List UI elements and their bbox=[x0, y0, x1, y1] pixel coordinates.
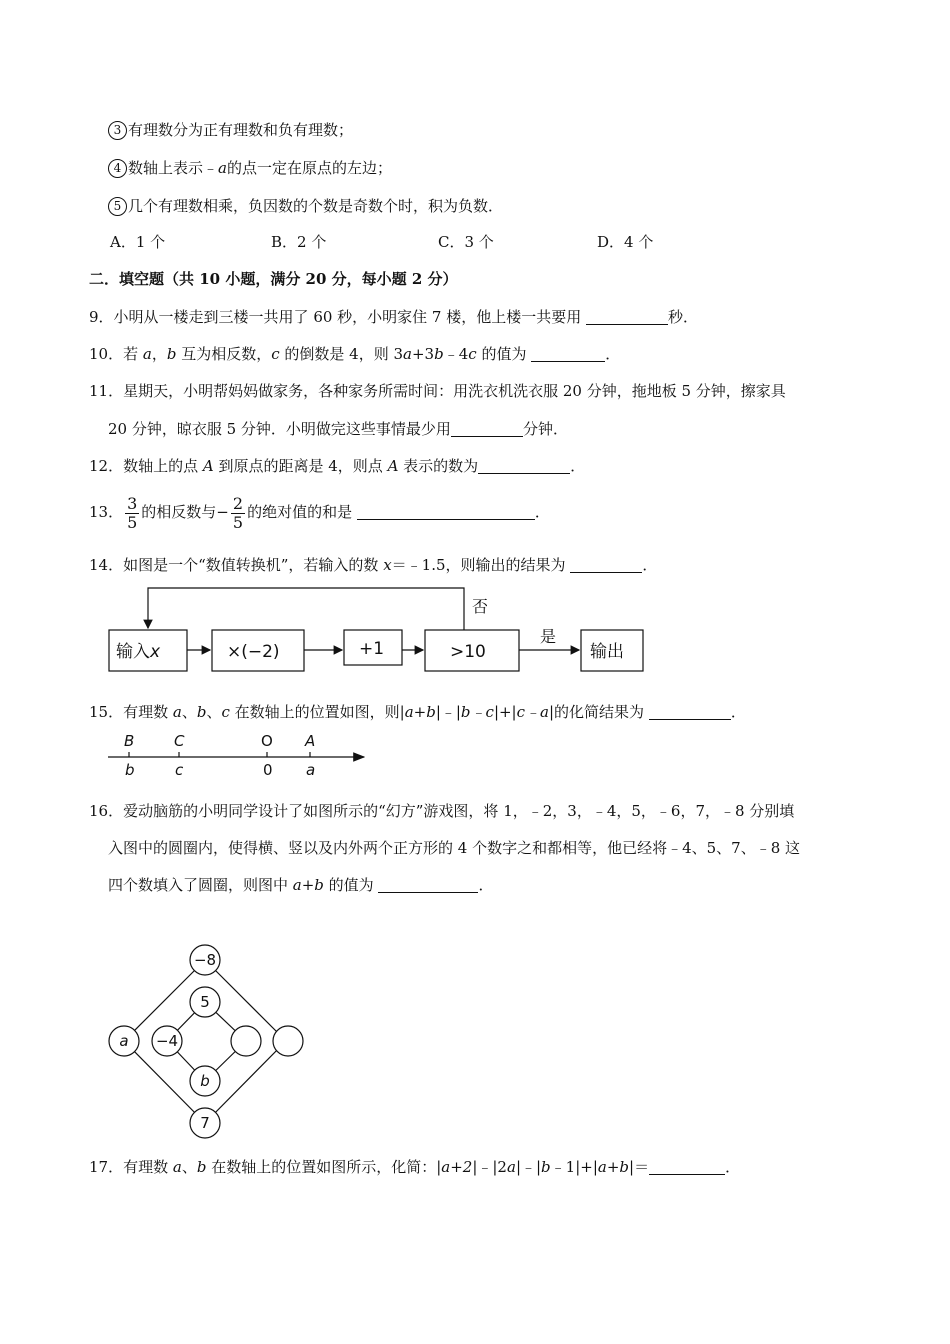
choice-a: A．1 个 bbox=[110, 233, 166, 251]
section-title: 二．填空题（共 10 小题，满分 20 分，每小题 2 分） bbox=[89, 270, 458, 288]
question-12: 12．数轴上的点 A 到原点的距离是 4，则点 A 表示的数为 ． bbox=[89, 457, 586, 475]
answer-blank[interactable] bbox=[478, 457, 570, 474]
choice-b: B．2 个 bbox=[271, 233, 327, 251]
point-label: A bbox=[305, 732, 316, 750]
svg-text:输入x: 输入x bbox=[116, 642, 161, 662]
svg-text:−8: −8 bbox=[193, 951, 217, 969]
circle-inner-right bbox=[231, 1026, 261, 1056]
answer-blank[interactable] bbox=[451, 420, 523, 437]
choice-d: D．4 个 bbox=[597, 233, 654, 251]
circled-number: 4 bbox=[108, 159, 127, 178]
point-label: C bbox=[174, 732, 185, 750]
question-10: 10．若 a，b 互为相反数，c 的倒数是 4，则 3a+3b﹣4c 的值为 ． bbox=[89, 345, 621, 363]
question-14: 14．如图是一个“数值转换机”，若输入的数 x＝﹣1.5，则输出的结果为 ． bbox=[89, 556, 658, 574]
value-label: c bbox=[175, 761, 184, 779]
compare-label: >10 bbox=[450, 642, 486, 662]
fraction: $\frac{3}{5}$ bbox=[127, 493, 138, 532]
output-label: 输出 bbox=[590, 642, 624, 662]
flowchart-diagram bbox=[100, 582, 660, 682]
question-17: 17．有理数 a、b 在数轴上的位置如图所示，化简：|a+2|﹣|2a|﹣|b﹣1|+|a+b|＝ ． bbox=[89, 1158, 741, 1176]
choice-c: C．3 个 bbox=[438, 233, 494, 251]
add-label: +1 bbox=[359, 639, 385, 659]
answer-blank[interactable] bbox=[378, 876, 478, 893]
value-label: b bbox=[125, 761, 135, 779]
fraction: $\frac{2}{5}$ bbox=[232, 493, 244, 532]
point-label: B bbox=[124, 732, 135, 750]
circled-number: 5 bbox=[108, 197, 127, 216]
answer-blank[interactable] bbox=[649, 703, 731, 720]
svg-text:−4: −4 bbox=[155, 1032, 179, 1050]
circled-number: 3 bbox=[108, 121, 127, 140]
value-label: 0 bbox=[263, 761, 273, 779]
question-16-line3: 四个数填入了圆圈，则图中 a+b 的值为 ． bbox=[108, 876, 494, 894]
answer-blank[interactable] bbox=[570, 556, 642, 573]
no-label: 否 bbox=[472, 597, 489, 616]
answer-blank[interactable] bbox=[531, 345, 605, 362]
answer-blank[interactable] bbox=[586, 308, 668, 325]
question-15: 15．有理数 a、b、c 在数轴上的位置如图，则|a+b|﹣|b﹣c|+|c﹣a|的化简结果为 ． bbox=[89, 703, 746, 721]
svg-text:5: 5 bbox=[200, 993, 210, 1011]
question-11-line2: 20 分钟，晾衣服 5 分钟．小明做完这些事情最少用 分钟． bbox=[108, 420, 568, 438]
point-label: O bbox=[261, 732, 273, 750]
multiply-label: ×(−2) bbox=[227, 642, 280, 662]
question-16-line2: 入图中的圆圈内，使得横、竖以及内外两个正方形的 4 个数字之和都相等，他已经将﹣4、5、7、﹣8 这 bbox=[108, 839, 801, 857]
option-item-4: 4 数轴上表示﹣a的点一定在原点的左边； bbox=[108, 157, 392, 179]
question-9: 9．小明从一楼走到三楼一共用了 60 秒，小明家住 7 楼，他上楼一共要用 秒． bbox=[89, 308, 699, 326]
question-16-line1: 16．爱动脑筋的小明同学设计了如图所示的“幻方”游戏图，将 1，﹣2，3，﹣4，5，﹣6，7，﹣8 分别填 bbox=[89, 802, 795, 820]
svg-text:a: a bbox=[119, 1032, 129, 1050]
option-item-5: 5 几个有理数相乘，负因数的个数是奇数个时，积为负数． bbox=[108, 195, 503, 217]
value-label: a bbox=[306, 761, 316, 779]
svg-text:b: b bbox=[200, 1072, 210, 1090]
circle-right bbox=[273, 1026, 303, 1056]
question-13: 13． $\frac{3}{5}$ 的相反数与− $\frac{2}{5}$ 的绝对值的和是 ． bbox=[89, 493, 550, 532]
answer-blank[interactable] bbox=[649, 1158, 725, 1175]
option-item-3: 3 有理数分为正有理数和负有理数； bbox=[108, 119, 353, 141]
question-11-line1: 11．星期天，小明帮妈妈做家务，各种家务所需时间：用洗衣机洗衣服 20 分钟，拖地板 5 分钟，擦家具 bbox=[89, 382, 786, 400]
answer-blank[interactable] bbox=[357, 503, 535, 520]
number-line-diagram bbox=[100, 730, 380, 780]
yes-label: 是 bbox=[540, 627, 557, 646]
magic-square-diagram bbox=[104, 938, 314, 1148]
svg-text:7: 7 bbox=[200, 1114, 210, 1132]
